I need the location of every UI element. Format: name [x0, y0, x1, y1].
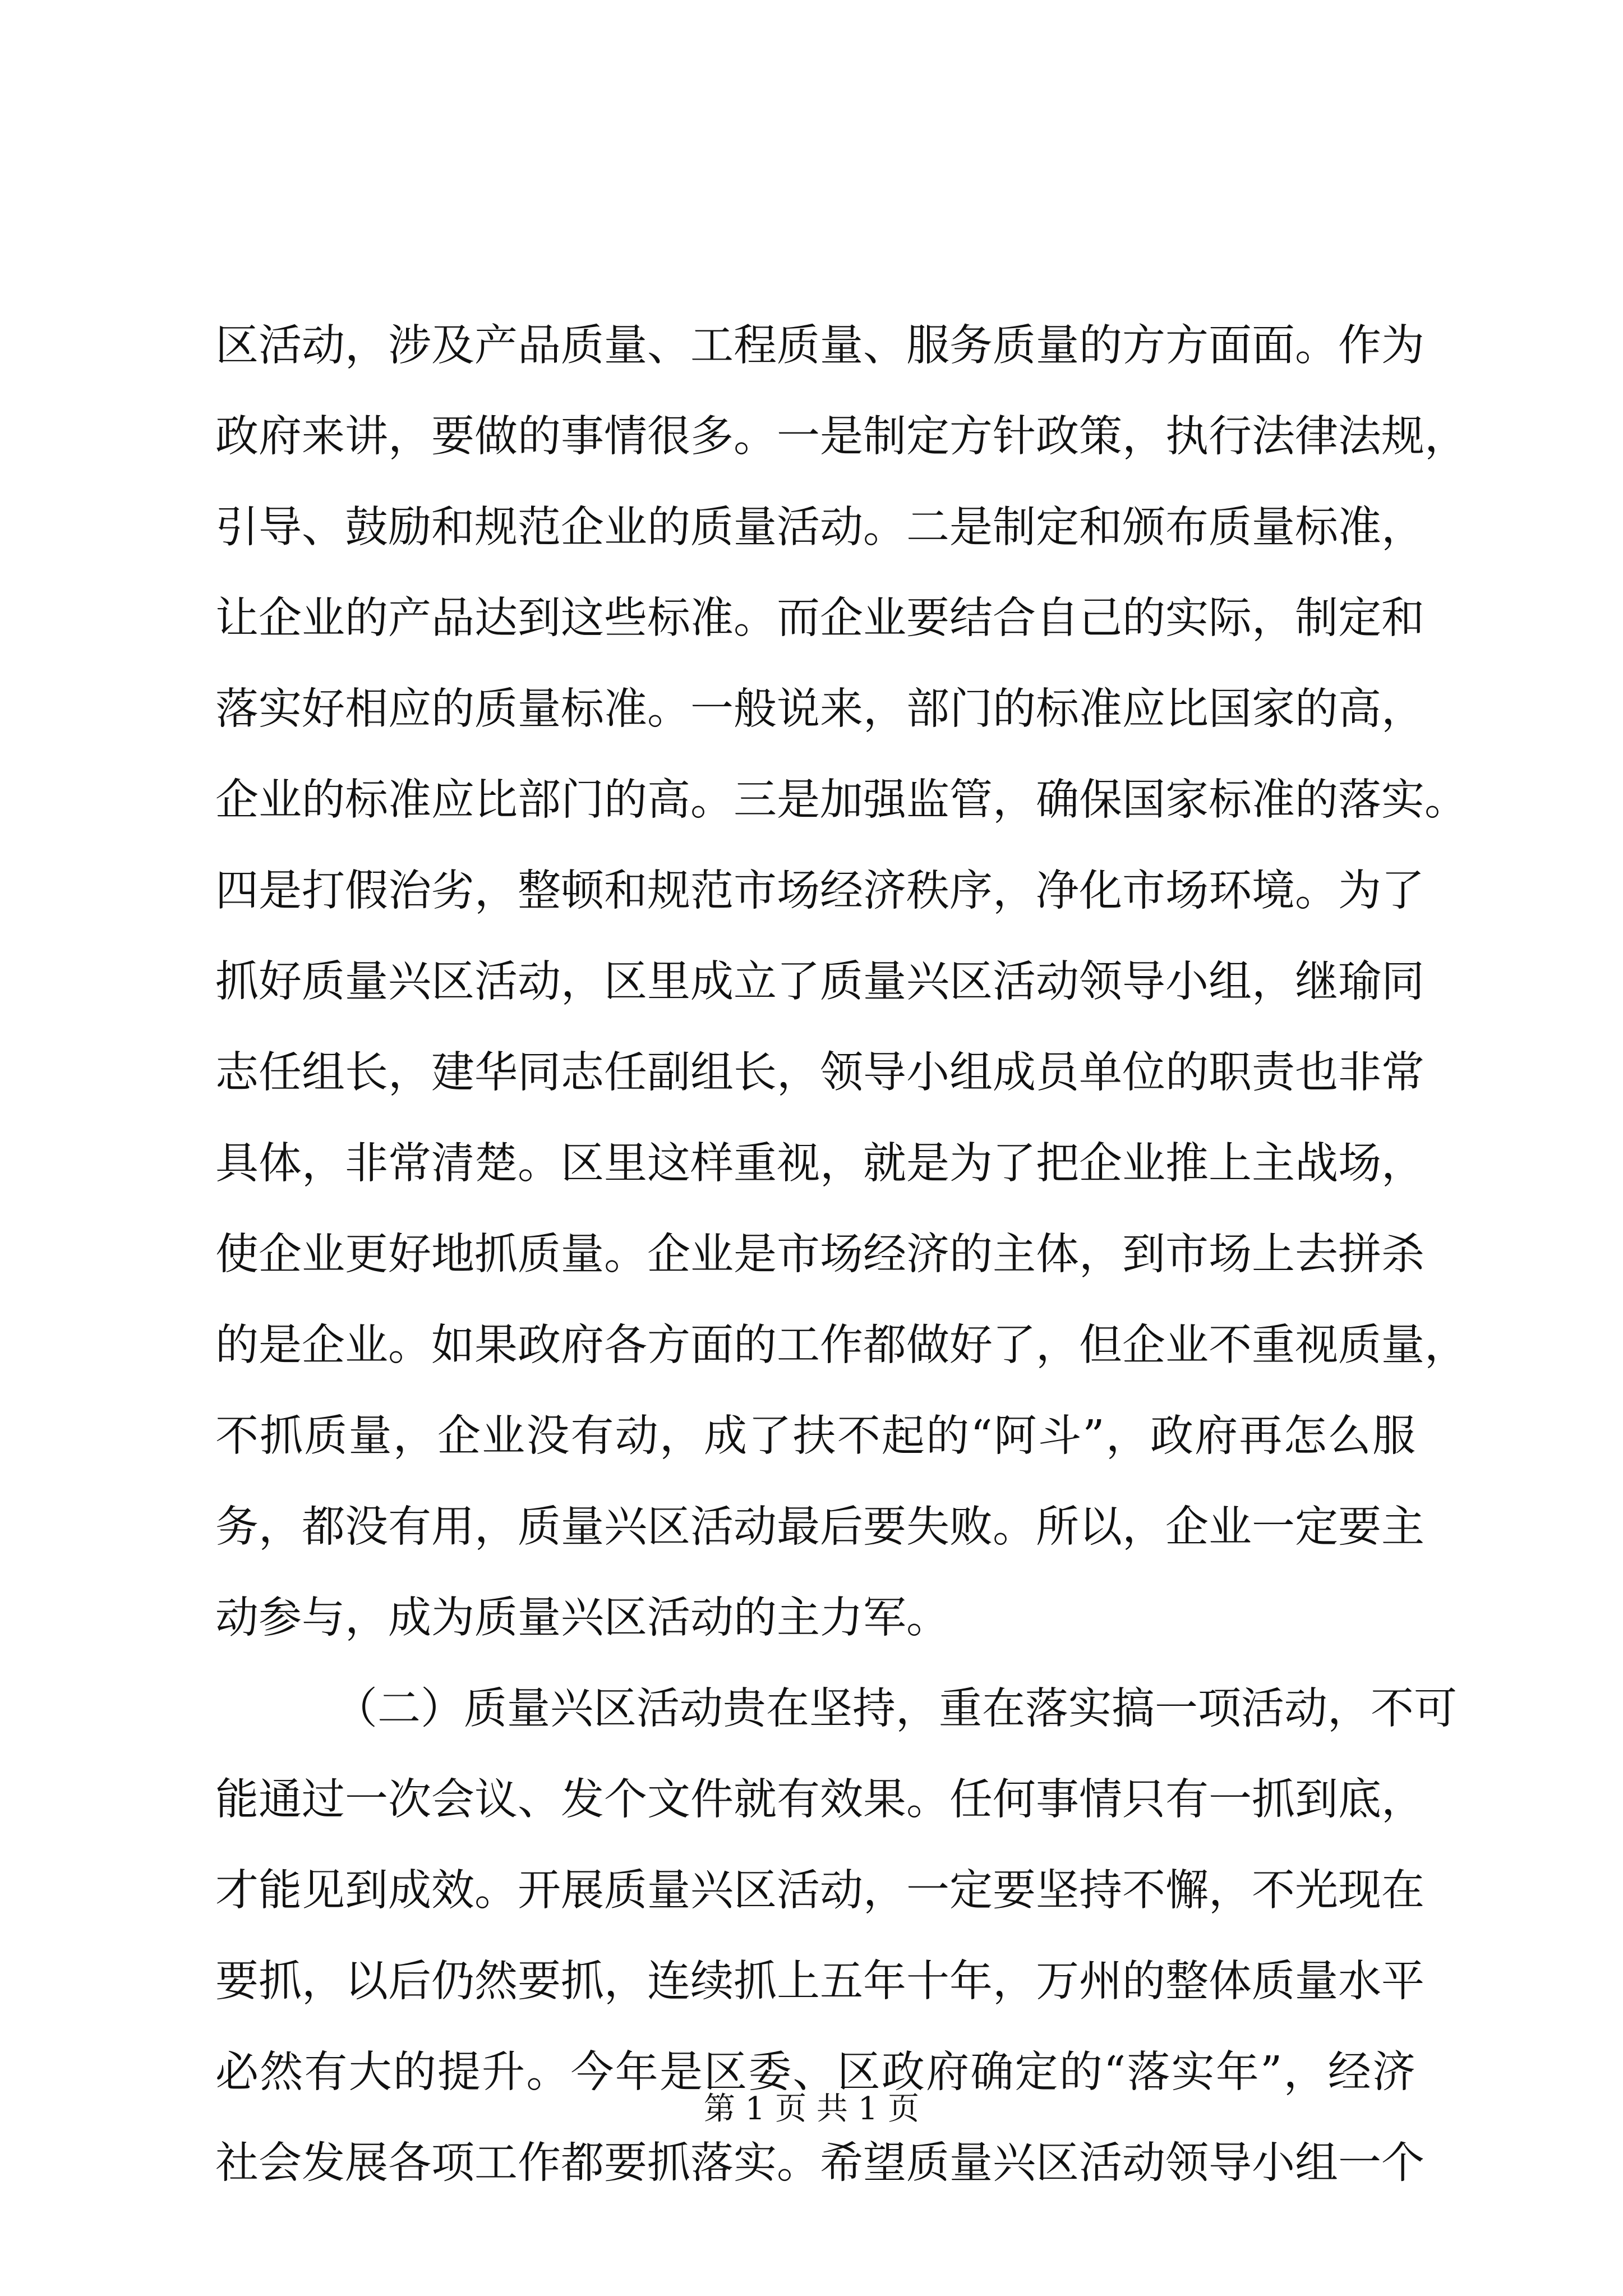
text-line: 才能见到成效。开展质量兴区活动，一定要坚持不懈，不光现在 [215, 1866, 1424, 1916]
text-line: 能通过一次会议、发个文件就有效果。任何事情只有一抓到底， [215, 1775, 1424, 1825]
text-line: 区活动，涉及产品质量、工程质量、服务质量的方方面面。作为 [215, 321, 1424, 371]
text-line: 社会发展各项工作都要抓落实。希望质量兴区活动领导小组一个 [215, 2138, 1424, 2188]
text-line: 四是打假治劣，整顿和规范市场经济秩序，净化市场环境。为了 [215, 866, 1424, 916]
text-line: 要抓，以后仍然要抓，连续抓上五年十年，万州的整体质量水平 [215, 1957, 1424, 2007]
text-line: 动参与，成为质量兴区活动的主力军。 [215, 1593, 949, 1643]
text-line: 使企业更好地抓质量。企业是市场经济的主体，到市场上去拼杀 [215, 1230, 1424, 1280]
document-body [215, 301, 1468, 2209]
page-footer: 第 1 页 共 1 页 [703, 2091, 920, 2127]
text-line: 政府来讲，要做的事情很多。一是制定方针政策，执行法律法规， [215, 412, 1468, 462]
text-line: 的是企业。如果政府各方面的工作都做好了，但企业不重视质量， [215, 1320, 1468, 1370]
paragraph-quality-activity-roles [215, 301, 1468, 1664]
text-line: 必然有大的提升。今年是区委、区政府确定的“落实年”，经济 [215, 2047, 1415, 2097]
section-heading-line: （二）质量兴区活动贵在坚持，重在落实搞一项活动，不可 [334, 1684, 1457, 1734]
text-line: 具体，非常清楚。区里这样重视，就是为了把企业推上主战场， [215, 1139, 1424, 1189]
text-line: 不抓质量，企业没有动，成了扶不起的“阿斗”，政府再怎么服 [215, 1411, 1415, 1461]
text-line: 引导、鼓励和规范企业的质量活动。二是制定和颁布质量标准， [215, 503, 1424, 553]
text-line: 抓好质量兴区活动，区里成立了质量兴区活动领导小组，继瑜同 [215, 957, 1424, 1007]
text-line: 企业的标准应比部门的高。三是加强监管，确保国家标准的落实。 [215, 775, 1468, 825]
text-line: 志任组长，建华同志任副组长，领导小组成员单位的职责也非常 [215, 1048, 1424, 1098]
text-line: 落实好相应的质量标准。一般说来，部门的标准应比国家的高， [215, 684, 1424, 734]
text-line: 让企业的产品达到这些标准。而企业要结合自己的实际，制定和 [215, 593, 1424, 643]
text-line: 务，都没有用，质量兴区活动最后要失败。所以，企业一定要主 [215, 1502, 1424, 1552]
